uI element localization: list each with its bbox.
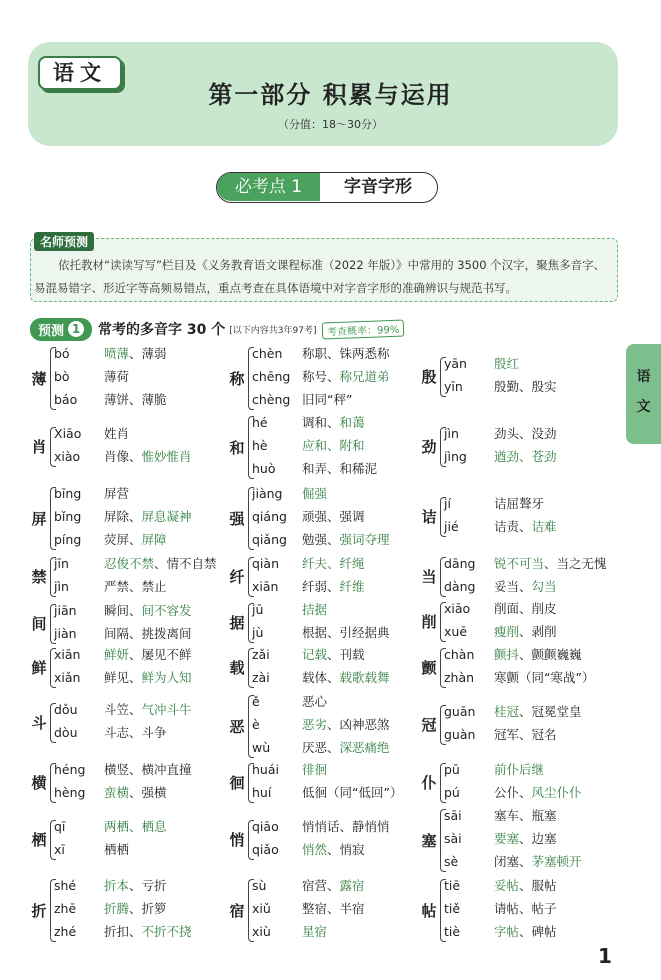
- reading-line: [54, 577, 167, 597]
- example-words: 公仆、: [494, 785, 532, 800]
- reading-line: [54, 817, 167, 837]
- point-pill: [216, 172, 438, 203]
- example-words: 斗笠、: [104, 702, 142, 717]
- example-words: 忍俊不禁: [104, 556, 155, 571]
- reading-line: [252, 507, 365, 527]
- reading-line: [252, 577, 365, 597]
- example-words: 勉强、: [302, 532, 340, 547]
- pinyin: xiān: [54, 647, 81, 662]
- pinyin: bǐng: [54, 509, 82, 524]
- reading-line: [444, 354, 519, 374]
- example-words: 拮据: [302, 602, 328, 617]
- reading-line: [444, 783, 582, 803]
- example-words: 请帖、帖子: [494, 901, 557, 916]
- example-words: 悄悄话、静悄悄: [302, 819, 390, 834]
- example-words: 要塞: [494, 831, 520, 846]
- example-words: 纤弱、: [302, 579, 340, 594]
- example-words: 严禁、禁止: [104, 579, 167, 594]
- example-words: 惟妙惟肖: [141, 449, 192, 464]
- polyphone-char: 屏: [31, 509, 47, 528]
- example-words: 锐不可当: [494, 556, 545, 571]
- reading-line: [444, 494, 544, 514]
- reading-line: [54, 876, 167, 896]
- example-words: 悄然: [302, 842, 328, 857]
- pinyin: jí: [444, 496, 451, 511]
- pinyin: jìn: [54, 579, 69, 594]
- reading-line: [444, 829, 557, 849]
- point-label: 必考点 1: [217, 173, 320, 201]
- reading-line: [252, 344, 390, 364]
- example-words: 旧同“秤”: [302, 392, 353, 407]
- reading-line: [444, 806, 557, 826]
- pinyin: báo: [54, 392, 78, 407]
- example-words: 鲜妍: [104, 647, 130, 662]
- example-words: 、凶神恶煞: [327, 717, 390, 732]
- pinyin: qiāo: [252, 819, 279, 834]
- reading-line: [444, 922, 557, 942]
- reading-line: [444, 517, 557, 537]
- example-words: 徘徊: [302, 762, 328, 777]
- example-words: 屏息凝神: [141, 509, 192, 524]
- example-words: 根据、引经据典: [302, 625, 390, 640]
- polyphone-char: 据: [229, 614, 245, 632]
- example-words: 喷薄: [104, 346, 130, 361]
- pinyin: jù: [252, 625, 264, 640]
- pinyin: huí: [252, 785, 272, 800]
- pinyin: yīn: [444, 379, 463, 394]
- example-words: 和弄、和稀泥: [302, 461, 378, 476]
- pinyin: xiān: [252, 579, 279, 594]
- example-words: 颤抖: [494, 647, 520, 662]
- example-words: 鲜为人知: [141, 670, 192, 685]
- example-words: 深恶痛绝: [339, 740, 390, 755]
- example-words: 间隔、挑拨离间: [104, 626, 192, 641]
- pinyin: xiāo: [444, 601, 471, 616]
- polyphone-char: 肖: [31, 438, 47, 456]
- pinyin: hé: [252, 415, 268, 430]
- pinyin: guàn: [444, 727, 476, 742]
- polyphone-char: 颤: [421, 659, 437, 677]
- polyphone-char: 称: [229, 369, 245, 388]
- pinyin: huái: [252, 762, 279, 777]
- pinyin: jiān: [54, 603, 77, 618]
- example-words: 瘦削: [494, 624, 520, 639]
- polyphone-char: 薄: [31, 369, 47, 388]
- polyphone-char: 恶: [229, 717, 245, 736]
- reading-line: [252, 390, 352, 410]
- pinyin: hèng: [54, 785, 86, 800]
- example-words: 星宿: [302, 924, 328, 939]
- pinyin: è: [252, 717, 260, 732]
- example-words: 殷勤、殷实: [494, 379, 557, 394]
- pinyin: sài: [444, 831, 462, 846]
- reading-line: [444, 668, 594, 688]
- example-words: 横竖、横冲直撞: [104, 762, 192, 777]
- reading-line: [252, 645, 365, 665]
- pinyin: pú: [444, 785, 460, 800]
- pinyin: chèn: [252, 346, 283, 361]
- subject-tag: 语文: [38, 56, 122, 90]
- reading-line: [54, 922, 192, 942]
- reading-line: [444, 424, 557, 444]
- polyphone-char: 纤: [229, 568, 245, 586]
- pinyin: pū: [444, 762, 460, 777]
- pinyin: xiǔ: [252, 901, 271, 916]
- reading-line: [54, 899, 167, 919]
- pinyin: jié: [444, 519, 459, 534]
- example-words: 栖栖: [104, 842, 130, 857]
- pinyin: xiù: [252, 924, 271, 939]
- reading-line: [252, 738, 390, 758]
- pinyin: héng: [54, 762, 86, 777]
- example-words: 瞬间、: [104, 603, 142, 618]
- polyphone-char: 塞: [421, 831, 437, 850]
- reading-line: [444, 447, 557, 467]
- pinyin: dāng: [444, 556, 476, 571]
- pinyin: dǒu: [54, 702, 78, 717]
- pinyin: xuē: [444, 624, 468, 639]
- example-words: 折扣、: [104, 924, 142, 939]
- example-words: 称职、铢两悉称: [302, 346, 390, 361]
- reading-line: [252, 876, 365, 896]
- example-words: 称号、: [302, 369, 340, 384]
- example-words: 荧屏、: [104, 532, 142, 547]
- example-words: 桂冠: [494, 704, 520, 719]
- pinyin: chēng: [252, 369, 291, 384]
- reading-line: [252, 692, 327, 712]
- reading-line: [54, 645, 192, 665]
- example-words: 、刊载: [327, 647, 365, 662]
- example-words: 诘责、: [494, 519, 532, 534]
- polyphone-char: 削: [421, 613, 437, 631]
- reading-line: [444, 577, 557, 597]
- pinyin: guān: [444, 704, 476, 719]
- example-words: 鲜见、: [104, 670, 142, 685]
- example-words: 字帖: [494, 924, 520, 939]
- reading-line: [252, 668, 390, 688]
- example-words: 、强横: [129, 785, 167, 800]
- example-words: 寒颤（同“寒战”）: [494, 670, 595, 685]
- prediction-label: 名师预测: [34, 232, 94, 251]
- pinyin: zài: [252, 670, 270, 685]
- pinyin: jìng: [444, 449, 467, 464]
- pinyin: jìn: [444, 426, 459, 441]
- reading-line: [54, 760, 192, 780]
- point-title: 字音字形: [344, 177, 412, 197]
- example-words: 薄饼、薄脆: [104, 392, 167, 407]
- pinyin: yān: [444, 356, 467, 371]
- section-number: 1: [68, 321, 84, 337]
- example-words: 宿营、: [302, 878, 340, 893]
- example-words: 闭塞、: [494, 854, 532, 869]
- example-words: 屏障: [141, 532, 167, 547]
- example-words: 折腾: [104, 901, 130, 916]
- reading-line: [54, 484, 129, 504]
- pinyin: dàng: [444, 579, 476, 594]
- polyphone-char: 斗: [31, 714, 47, 732]
- pinyin: Xiāo: [54, 426, 82, 441]
- pinyin: shé: [54, 878, 77, 893]
- polyphone-char: 冠: [421, 716, 437, 734]
- reading-line: [54, 390, 167, 410]
- pinyin: píng: [54, 532, 82, 547]
- reading-line: [54, 601, 192, 621]
- example-words: 遒劲、苍劲: [494, 449, 557, 464]
- reading-line: [252, 623, 390, 643]
- example-words: 恶劣: [302, 717, 328, 732]
- reading-line: [252, 484, 327, 504]
- pinyin: jīn: [54, 556, 69, 571]
- score-range: （分值：18～30分）: [278, 118, 383, 131]
- reading-line: [252, 367, 390, 387]
- example-words: 记载: [302, 647, 328, 662]
- example-words: 风尘仆仆: [531, 785, 582, 800]
- reading-line: [54, 624, 192, 644]
- pinyin: sāi: [444, 808, 462, 823]
- polyphone-char: 鲜: [31, 659, 47, 677]
- example-words: 妥帖: [494, 878, 520, 893]
- polyphone-char: 当: [421, 568, 437, 586]
- reading-line: [252, 600, 327, 620]
- reading-line: [252, 554, 365, 574]
- polyphone-char: 栖: [31, 831, 47, 849]
- pinyin: sè: [444, 854, 459, 869]
- polyphone-char: 劲: [421, 438, 437, 456]
- pinyin: jiàn: [54, 626, 77, 641]
- reading-line: [252, 436, 365, 456]
- reading-line: [444, 554, 607, 574]
- example-words: 、颤颤巍巍: [519, 647, 582, 662]
- example-words: 纤夫、纤绳: [302, 556, 365, 571]
- reading-line: [54, 344, 167, 364]
- reading-line: [444, 899, 557, 919]
- pinyin: zhé: [54, 924, 77, 939]
- polyphone-char: 悄: [229, 831, 245, 849]
- reading-line: [252, 840, 365, 860]
- polyphone-char: 殷: [421, 368, 437, 386]
- example-words: 姓肖: [104, 426, 130, 441]
- example-words: 削面、削皮: [494, 601, 557, 616]
- example-words: 、冠冕堂皇: [519, 704, 582, 719]
- example-words: 、边塞: [519, 831, 557, 846]
- example-words: 称兄道弟: [339, 369, 390, 384]
- pinyin: xiǎn: [54, 670, 81, 685]
- example-words: 应和、附和: [302, 438, 365, 453]
- example-words: 倔强: [302, 486, 328, 501]
- reading-line: [444, 702, 582, 722]
- example-words: 和蔼: [339, 415, 365, 430]
- pinyin: chàn: [444, 647, 475, 662]
- reading-line: [54, 447, 192, 467]
- reading-line: [252, 922, 327, 942]
- example-words: 调和、: [302, 415, 340, 430]
- reading-line: [444, 852, 582, 872]
- pinyin: xiào: [54, 449, 81, 464]
- pinyin: qī: [54, 819, 66, 834]
- reading-line: [252, 459, 377, 479]
- pinyin: qiǎo: [252, 842, 279, 857]
- polyphone-char: 间: [31, 615, 47, 633]
- pinyin: bó: [54, 346, 70, 361]
- pinyin: wù: [252, 740, 271, 755]
- pinyin: jū: [252, 602, 264, 617]
- reading-line: [252, 783, 402, 803]
- section-title: 常考的多音字 30 个: [98, 322, 226, 338]
- example-words: 恶心: [302, 694, 328, 709]
- example-words: 两栖、栖息: [104, 819, 167, 834]
- section-range: [以下内容共3年97考]: [229, 325, 317, 336]
- reading-line: [54, 700, 192, 720]
- reading-line: [54, 723, 167, 743]
- pinyin: sù: [252, 878, 267, 893]
- example-words: 诘难: [531, 519, 557, 534]
- polyphone-char: 载: [229, 659, 245, 677]
- example-words: 勾当: [531, 579, 557, 594]
- example-words: 整宿、半宿: [302, 901, 365, 916]
- polyphone-char: 和: [229, 438, 245, 457]
- reading-line: [54, 668, 192, 688]
- example-words: 载体、: [302, 670, 340, 685]
- example-words: 诘屈聱牙: [494, 496, 545, 511]
- section-badge: 预测 1: [30, 318, 92, 341]
- page-title: 第一部分 积累与运用: [208, 81, 453, 109]
- polyphone-char: 横: [31, 774, 47, 792]
- example-words: 厌恶、: [302, 740, 340, 755]
- pinyin: ě: [252, 694, 260, 709]
- pinyin: qiáng: [252, 509, 287, 524]
- example-words: 强词夺理: [339, 532, 390, 547]
- pinyin: zhàn: [444, 670, 475, 685]
- section-probability: 考查概率：99%: [322, 319, 405, 339]
- example-words: 茅塞顿开: [531, 854, 582, 869]
- example-words: 、情不自禁: [154, 556, 217, 571]
- reading-line: [252, 760, 327, 780]
- example-words: 冠军、冠名: [494, 727, 557, 742]
- example-words: 蛮横: [104, 785, 130, 800]
- polyphone-char: 诘: [421, 508, 437, 526]
- example-words: 、悄寂: [327, 842, 365, 857]
- polyphone-char: 徊: [229, 774, 245, 792]
- reading-line: [444, 876, 557, 896]
- page-number: 1: [598, 944, 612, 968]
- example-words: 、碑帖: [519, 924, 557, 939]
- example-words: 气冲斗牛: [141, 702, 192, 717]
- polyphone-char: 帖: [421, 901, 437, 920]
- polyphone-char: 强: [229, 509, 245, 528]
- side-tab[interactable]: 语 文: [626, 344, 661, 444]
- example-words: 、剥削: [519, 624, 557, 639]
- example-words: 间不容发: [141, 603, 192, 618]
- example-words: 顽强、强调: [302, 509, 365, 524]
- pinyin: tiē: [444, 878, 461, 893]
- pinyin: bīng: [54, 486, 82, 501]
- pinyin: zhē: [54, 901, 77, 916]
- example-words: 折本: [104, 878, 130, 893]
- example-words: 、薄弱: [129, 346, 167, 361]
- example-words: 屏除、: [104, 509, 142, 524]
- example-words: 载歌载舞: [339, 670, 390, 685]
- reading-line: [54, 840, 129, 860]
- pinyin: tiě: [444, 901, 461, 916]
- pinyin: jiàng: [252, 486, 283, 501]
- example-words: 劲头、没劲: [494, 426, 557, 441]
- pinyin: dòu: [54, 725, 78, 740]
- pinyin: bò: [54, 369, 70, 384]
- reading-line: [252, 530, 390, 550]
- pinyin: chèng: [252, 392, 291, 407]
- example-words: 妥当、: [494, 579, 532, 594]
- pinyin: zǎi: [252, 647, 270, 662]
- reading-line: [54, 507, 192, 527]
- pinyin: qiǎng: [252, 532, 287, 547]
- polyphone-char: 折: [31, 901, 47, 920]
- example-words: 薄荷: [104, 369, 130, 384]
- reading-line: [444, 760, 544, 780]
- pinyin: hè: [252, 438, 268, 453]
- reading-line: [54, 530, 167, 550]
- reading-line: [252, 715, 390, 735]
- reading-line: [252, 817, 390, 837]
- example-words: 、服帖: [519, 878, 557, 893]
- example-words: 殷红: [494, 356, 520, 371]
- reading-line: [54, 424, 129, 444]
- reading-line: [444, 645, 582, 665]
- example-words: 、亏折: [129, 878, 167, 893]
- reading-line: [444, 599, 557, 619]
- example-words: 露宿: [339, 878, 365, 893]
- reading-line: [252, 899, 365, 919]
- reading-line: [54, 554, 217, 574]
- pinyin: huò: [252, 461, 276, 476]
- example-words: 屏营: [104, 486, 130, 501]
- example-words: 、折箩: [129, 901, 167, 916]
- pinyin: xī: [54, 842, 65, 857]
- section-heading: [30, 318, 405, 340]
- example-words: 前仆后继: [494, 762, 545, 777]
- pinyin: qiàn: [252, 556, 279, 571]
- reading-line: [54, 783, 167, 803]
- example-words: 斗志、斗争: [104, 725, 167, 740]
- example-words: 塞车、瓶塞: [494, 808, 557, 823]
- example-words: 低徊（同“低回”）: [302, 785, 403, 800]
- example-words: 不折不挠: [141, 924, 192, 939]
- reading-line: [444, 622, 557, 642]
- reading-line: [444, 725, 557, 745]
- reading-line: [444, 377, 557, 397]
- pinyin: tiè: [444, 924, 461, 939]
- example-words: 纤维: [339, 579, 365, 594]
- polyphone-char: 禁: [31, 568, 47, 586]
- polyphone-char: 仆: [421, 774, 437, 792]
- reading-line: [252, 413, 365, 433]
- example-words: 、屡见不鲜: [129, 647, 192, 662]
- polyphone-char: 宿: [229, 901, 245, 920]
- prediction-text: 依托教材“读读写写”栏目及《义务教育语文课程标准（2022 年版）》中常用的 3500 个汉字，聚焦多音字、易混易错字、形近字等高频易错点，重点考查在具体语境中对字音字形的准确辨识与规范书写。: [34, 258, 606, 295]
- reading-line: [54, 367, 129, 387]
- example-words: 、当之无愧: [544, 556, 607, 571]
- example-words: 肖像、: [104, 449, 142, 464]
